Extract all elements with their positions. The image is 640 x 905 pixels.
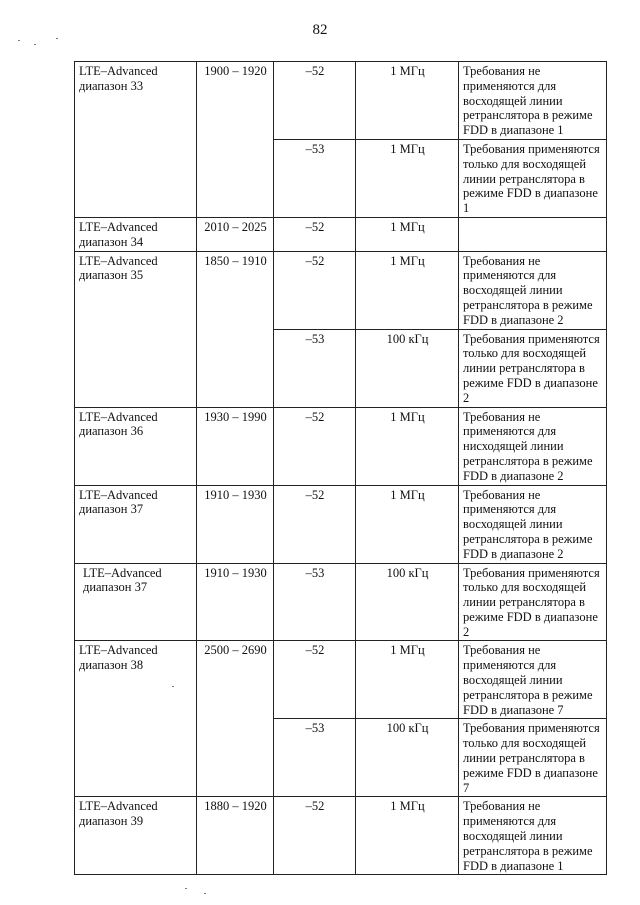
- frequency-cell: 1930 – 1990: [197, 407, 274, 485]
- level-cell: –52: [274, 797, 356, 875]
- scan-speck: [185, 888, 187, 889]
- scan-speck: [18, 40, 20, 41]
- level-cell: –53: [274, 563, 356, 641]
- note-cell: Требования применяются только для восходящей линии ретранслятора в режиме FDD в диапазоне 7: [459, 719, 607, 797]
- band-cell: LTE–Advanced диапазон 34: [75, 217, 197, 251]
- table-row: [75, 251, 607, 329]
- bandwidth-cell: 1 МГц: [356, 139, 459, 217]
- note-cell: Требования применяются только для восходящей линии ретранслятора в режиме FDD в диапазоне 2: [459, 329, 607, 407]
- bandwidth-cell: 1 МГц: [356, 797, 459, 875]
- bandwidth-cell: 1 МГц: [356, 641, 459, 719]
- note-cell: Требования применяются только для восходящей линии ретранслятора в режиме FDD в диапазоне 1: [459, 139, 607, 217]
- bandwidth-cell: 1 МГц: [356, 251, 459, 329]
- note-cell: Требования не применяются для нисходящей линии ретранслятора в режиме FDD в диапазоне 2: [459, 407, 607, 485]
- bandwidth-cell: 1 МГц: [356, 62, 459, 140]
- band-cell: LTE–Advanced диапазон 36: [75, 407, 197, 485]
- bandwidth-cell: 1 МГц: [356, 217, 459, 251]
- spec-table: [74, 61, 607, 875]
- table-row: [75, 407, 607, 485]
- scan-speck: [172, 686, 174, 687]
- level-cell: –52: [274, 485, 356, 563]
- level-cell: –52: [274, 251, 356, 329]
- note-cell: Требования не применяются для восходящей линии ретранслятора в режиме FDD в диапазоне 2: [459, 485, 607, 563]
- table-row: [75, 485, 607, 563]
- note-cell: Требования не применяются для восходящей линии ретранслятора в режиме FDD в диапазоне 2: [459, 251, 607, 329]
- note-cell: Требования не применяются для восходящей линии ретранслятора в режиме FDD в диапазоне 7: [459, 641, 607, 719]
- frequency-cell: 2500 – 2690: [197, 641, 274, 797]
- level-cell: –53: [274, 719, 356, 797]
- band-cell: LTE–Advanced диапазон 33: [75, 62, 197, 218]
- note-cell: Требования применяются только для восходящей линии ретранслятора в режиме FDD в диапазоне 2: [459, 563, 607, 641]
- level-cell: –53: [274, 329, 356, 407]
- frequency-cell: 1880 – 1920: [197, 797, 274, 875]
- note-cell: Требования не применяются для восходящей линии ретранслятора в режиме FDD в диапазоне 1: [459, 62, 607, 140]
- bandwidth-cell: 100 кГц: [356, 329, 459, 407]
- frequency-cell: 1910 – 1930: [197, 563, 274, 641]
- level-cell: –52: [274, 217, 356, 251]
- table-row: [75, 797, 607, 875]
- bandwidth-cell: 1 МГц: [356, 407, 459, 485]
- band-cell: LTE–Advanced диапазон 35: [75, 251, 197, 407]
- table-row: [75, 217, 607, 251]
- note-cell: Требования не применяются для восходящей линии ретранслятора в режиме FDD в диапазоне 1: [459, 797, 607, 875]
- band-cell: LTE–Advanced диапазон 38: [75, 641, 197, 797]
- frequency-cell: 1850 – 1910: [197, 251, 274, 407]
- bandwidth-cell: 100 кГц: [356, 563, 459, 641]
- scan-speck: [56, 38, 58, 39]
- table-row: [75, 563, 607, 641]
- frequency-cell: 2010 – 2025: [197, 217, 274, 251]
- level-cell: –52: [274, 407, 356, 485]
- level-cell: –52: [274, 62, 356, 140]
- scan-speck: [204, 893, 206, 894]
- note-cell: [459, 217, 607, 251]
- table-row: [75, 62, 607, 140]
- page-number: 82: [312, 22, 328, 38]
- frequency-cell: 1910 – 1930: [197, 485, 274, 563]
- band-cell: LTE–Advanced диапазон 39: [75, 797, 197, 875]
- scan-speck: [34, 44, 36, 45]
- frequency-cell: 1900 – 1920: [197, 62, 274, 218]
- table-row: [75, 641, 607, 719]
- level-cell: –53: [274, 139, 356, 217]
- band-cell: LTE–Advanced диапазон 37: [75, 485, 197, 563]
- bandwidth-cell: 1 МГц: [356, 485, 459, 563]
- bandwidth-cell: 100 кГц: [356, 719, 459, 797]
- level-cell: –52: [274, 641, 356, 719]
- band-cell: LTE–Advanced диапазон 37: [75, 563, 197, 641]
